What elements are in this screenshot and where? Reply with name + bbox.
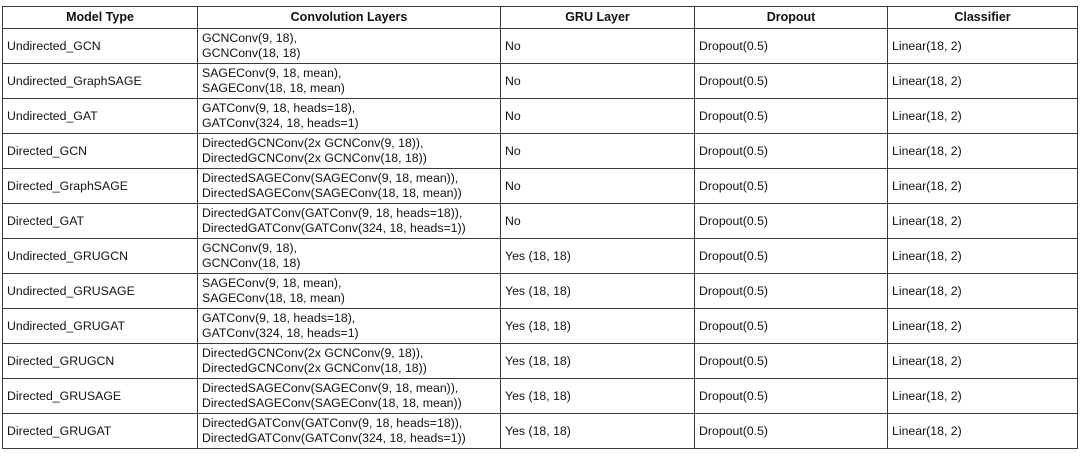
- cell-dropout: Dropout(0.5): [695, 169, 888, 204]
- cell-dropout: Dropout(0.5): [695, 309, 888, 344]
- cell-gru-layer: Yes (18, 18): [501, 344, 695, 379]
- header-dropout: Dropout: [695, 7, 888, 29]
- cell-model-type: Directed_GRUGCN: [3, 344, 198, 379]
- cell-gru-layer: No: [501, 29, 695, 64]
- model-architecture-table-container: [2, 6, 1077, 449]
- table-body: [3, 29, 1078, 449]
- header-model-type: Model Type: [3, 7, 198, 29]
- model-architecture-table: [2, 6, 1078, 449]
- cell-convolution-layers: [198, 29, 501, 64]
- cell-classifier: Linear(18, 2): [888, 414, 1078, 449]
- convolution-layer-line: SAGEConv(18, 18, mean): [202, 291, 345, 305]
- cell-classifier: Linear(18, 2): [888, 309, 1078, 344]
- table-row: [3, 414, 1078, 449]
- cell-gru-layer: No: [501, 64, 695, 99]
- cell-gru-layer: Yes (18, 18): [501, 239, 695, 274]
- cell-gru-layer: Yes (18, 18): [501, 274, 695, 309]
- cell-model-type: Undirected_GRUGCN: [3, 239, 198, 274]
- cell-convolution-layers: [198, 134, 501, 169]
- cell-model-type: Directed_GraphSAGE: [3, 169, 198, 204]
- convolution-layer-line: DirectedGCNConv(2x GCNConv(9, 18)),: [202, 136, 424, 150]
- convolution-layer-line: GCNConv(18, 18): [202, 256, 301, 270]
- table-row: [3, 239, 1078, 274]
- cell-model-type: Directed_GAT: [3, 204, 198, 239]
- cell-classifier: Linear(18, 2): [888, 344, 1078, 379]
- convolution-layer-line: GCNConv(9, 18),: [202, 31, 297, 45]
- cell-convolution-layers: [198, 414, 501, 449]
- convolution-layer-line: GATConv(324, 18, heads=1): [202, 116, 359, 130]
- cell-dropout: Dropout(0.5): [695, 99, 888, 134]
- cell-classifier: Linear(18, 2): [888, 134, 1078, 169]
- header-convolution-layers: Convolution Layers: [198, 7, 501, 29]
- cell-gru-layer: Yes (18, 18): [501, 379, 695, 414]
- cell-dropout: Dropout(0.5): [695, 379, 888, 414]
- cell-gru-layer: Yes (18, 18): [501, 309, 695, 344]
- convolution-layer-line: GATConv(9, 18, heads=18),: [202, 101, 356, 115]
- cell-classifier: Linear(18, 2): [888, 274, 1078, 309]
- cell-convolution-layers: [198, 344, 501, 379]
- table-row: [3, 344, 1078, 379]
- convolution-layer-line: GATConv(9, 18, heads=18),: [202, 311, 356, 325]
- convolution-layer-line: DirectedGATConv(GATConv(324, 18, heads=1)): [202, 431, 466, 445]
- convolution-layer-line: DirectedSAGEConv(SAGEConv(18, 18, mean)): [202, 186, 462, 200]
- convolution-layer-line: GATConv(324, 18, heads=1): [202, 326, 359, 340]
- cell-convolution-layers: [198, 309, 501, 344]
- table-row: [3, 29, 1078, 64]
- convolution-layer-line: SAGEConv(18, 18, mean): [202, 81, 345, 95]
- table-row: [3, 204, 1078, 239]
- convolution-layer-line: DirectedGATConv(GATConv(9, 18, heads=18)),: [202, 416, 463, 430]
- cell-model-type: Undirected_GRUSAGE: [3, 274, 198, 309]
- cell-dropout: Dropout(0.5): [695, 414, 888, 449]
- convolution-layer-line: DirectedGATConv(GATConv(9, 18, heads=18)),: [202, 206, 463, 220]
- table-row: [3, 99, 1078, 134]
- cell-dropout: Dropout(0.5): [695, 29, 888, 64]
- cell-model-type: Undirected_GCN: [3, 29, 198, 64]
- cell-convolution-layers: [198, 64, 501, 99]
- cell-dropout: Dropout(0.5): [695, 64, 888, 99]
- convolution-layer-line: GCNConv(9, 18),: [202, 241, 297, 255]
- cell-model-type: Undirected_GraphSAGE: [3, 64, 198, 99]
- cell-dropout: Dropout(0.5): [695, 344, 888, 379]
- table-row: [3, 309, 1078, 344]
- cell-model-type: Directed_GRUSAGE: [3, 379, 198, 414]
- convolution-layer-line: DirectedSAGEConv(SAGEConv(9, 18, mean)),: [202, 171, 459, 185]
- cell-convolution-layers: [198, 379, 501, 414]
- convolution-layer-line: SAGEConv(9, 18, mean),: [202, 276, 342, 290]
- convolution-layer-line: DirectedSAGEConv(SAGEConv(18, 18, mean)): [202, 396, 462, 410]
- cell-classifier: Linear(18, 2): [888, 29, 1078, 64]
- cell-classifier: Linear(18, 2): [888, 239, 1078, 274]
- cell-model-type: Directed_GRUGAT: [3, 414, 198, 449]
- convolution-layer-line: DirectedGCNConv(2x GCNConv(9, 18)),: [202, 346, 424, 360]
- cell-gru-layer: Yes (18, 18): [501, 414, 695, 449]
- header-row: [3, 7, 1078, 29]
- cell-convolution-layers: [198, 274, 501, 309]
- header-classifier: Classifier: [888, 7, 1078, 29]
- convolution-layer-line: DirectedGATConv(GATConv(324, 18, heads=1)): [202, 221, 466, 235]
- cell-dropout: Dropout(0.5): [695, 134, 888, 169]
- cell-gru-layer: No: [501, 134, 695, 169]
- cell-classifier: Linear(18, 2): [888, 99, 1078, 134]
- cell-gru-layer: No: [501, 169, 695, 204]
- table-row: [3, 134, 1078, 169]
- table-row: [3, 169, 1078, 204]
- cell-gru-layer: No: [501, 204, 695, 239]
- convolution-layer-line: DirectedGCNConv(2x GCNConv(18, 18)): [202, 361, 427, 375]
- cell-dropout: Dropout(0.5): [695, 274, 888, 309]
- cell-classifier: Linear(18, 2): [888, 64, 1078, 99]
- table-row: [3, 274, 1078, 309]
- table-row: [3, 64, 1078, 99]
- cell-classifier: Linear(18, 2): [888, 169, 1078, 204]
- cell-classifier: Linear(18, 2): [888, 204, 1078, 239]
- cell-model-type: Undirected_GRUGAT: [3, 309, 198, 344]
- convolution-layer-line: DirectedGCNConv(2x GCNConv(18, 18)): [202, 151, 427, 165]
- header-gru-layer: GRU Layer: [501, 7, 695, 29]
- cell-dropout: Dropout(0.5): [695, 204, 888, 239]
- convolution-layer-line: GCNConv(18, 18): [202, 46, 301, 60]
- table-header: [3, 7, 1078, 29]
- cell-convolution-layers: [198, 204, 501, 239]
- table-row: [3, 379, 1078, 414]
- cell-convolution-layers: [198, 99, 501, 134]
- convolution-layer-line: DirectedSAGEConv(SAGEConv(9, 18, mean)),: [202, 381, 459, 395]
- cell-convolution-layers: [198, 239, 501, 274]
- cell-model-type: Directed_GCN: [3, 134, 198, 169]
- convolution-layer-line: SAGEConv(9, 18, mean),: [202, 66, 342, 80]
- cell-model-type: Undirected_GAT: [3, 99, 198, 134]
- cell-convolution-layers: [198, 169, 501, 204]
- cell-dropout: Dropout(0.5): [695, 239, 888, 274]
- cell-gru-layer: No: [501, 99, 695, 134]
- cell-classifier: Linear(18, 2): [888, 379, 1078, 414]
